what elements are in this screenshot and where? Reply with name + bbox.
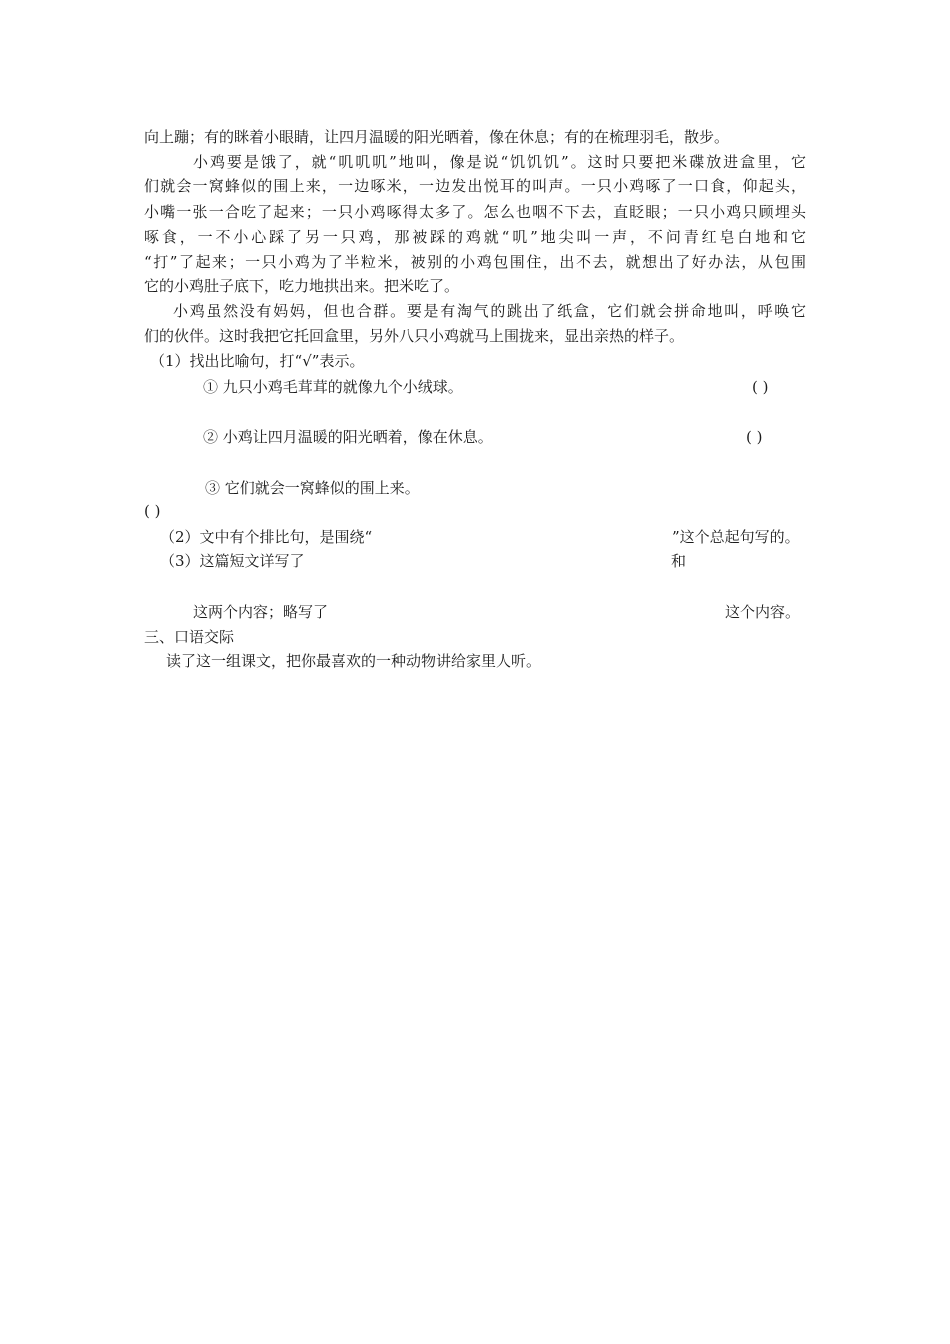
passage-line: 们就会一窝蜂似的围上来，一边啄米，一边发出悦耳的叫声。一只小鸡啄了一口食，仰起头， xyxy=(144,177,806,195)
question-3-line2-start: 这两个内容；略写了 xyxy=(193,603,329,621)
passage-line: 啄食，一不小心踩了另一只鸡，那被踩的鸡就“叽”地尖叫一声，不问青红皂白地和它 xyxy=(144,228,806,246)
passage-line: 们的伙伴。这时我把它托回盒里，另外八只小鸡就马上围拢来，显出亲热的样子。 xyxy=(144,327,685,345)
answer-bracket[interactable]: ( ) xyxy=(746,428,763,446)
question-3-and: 和 xyxy=(671,552,687,570)
passage-line: 小嘴一张一合吃了起来；一只小鸡啄得太多了。怎么也咽不下去，直眨眼；一只小鸡只顾埋头 xyxy=(144,203,806,221)
question-1-item: ③ 它们就会一窝蜂似的围上来。 xyxy=(205,479,420,497)
question-3-line2-end: 这个内容。 xyxy=(725,603,801,621)
passage-line: 小鸡虽然没有妈妈，但也合群。要是有淘气的跳出了纸盒，它们就会拼命地叫，呼唤它 xyxy=(173,302,806,320)
question-2-prompt: （2）文中有个排比句，是围绕“ xyxy=(160,528,373,546)
passage-line: “打”了起来；一只小鸡为了半粒米，被别的小鸡包围住，出不去，就想出了好办法，从包围 xyxy=(144,253,806,271)
question-1-item: ② 小鸡让四月温暖的阳光晒着，像在休息。 xyxy=(203,428,493,446)
question-3-prompt: （3）这篇短文详写了 xyxy=(160,552,305,570)
section-instruction: 读了这一组课文，把你最喜欢的一种动物讲给家里人听。 xyxy=(166,652,542,670)
section-heading: 三、口语交际 xyxy=(144,628,235,646)
answer-bracket[interactable]: ( ) xyxy=(752,378,769,396)
question-2-suffix: ”这个总起句写的。 xyxy=(672,528,800,546)
question-1-item: ① 九只小鸡毛茸茸的就像九个小绒球。 xyxy=(203,378,463,396)
question-1-prompt: （1）找出比喻句，打“√”表示。 xyxy=(150,352,365,370)
passage-line: 小鸡要是饿了，就“叽叽叽”地叫，像是说“饥饥饥”。这时只要把米碟放进盒里，它 xyxy=(193,153,806,171)
passage-line: 它的小鸡肚子底下，吃力地拱出来。把米吃了。 xyxy=(144,277,460,295)
passage-line: 向上蹦；有的眯着小眼睛，让四月温暖的阳光晒着，像在休息；有的在梳理羽毛，散步。 xyxy=(144,128,730,146)
answer-bracket[interactable]: ( ) xyxy=(144,502,161,520)
